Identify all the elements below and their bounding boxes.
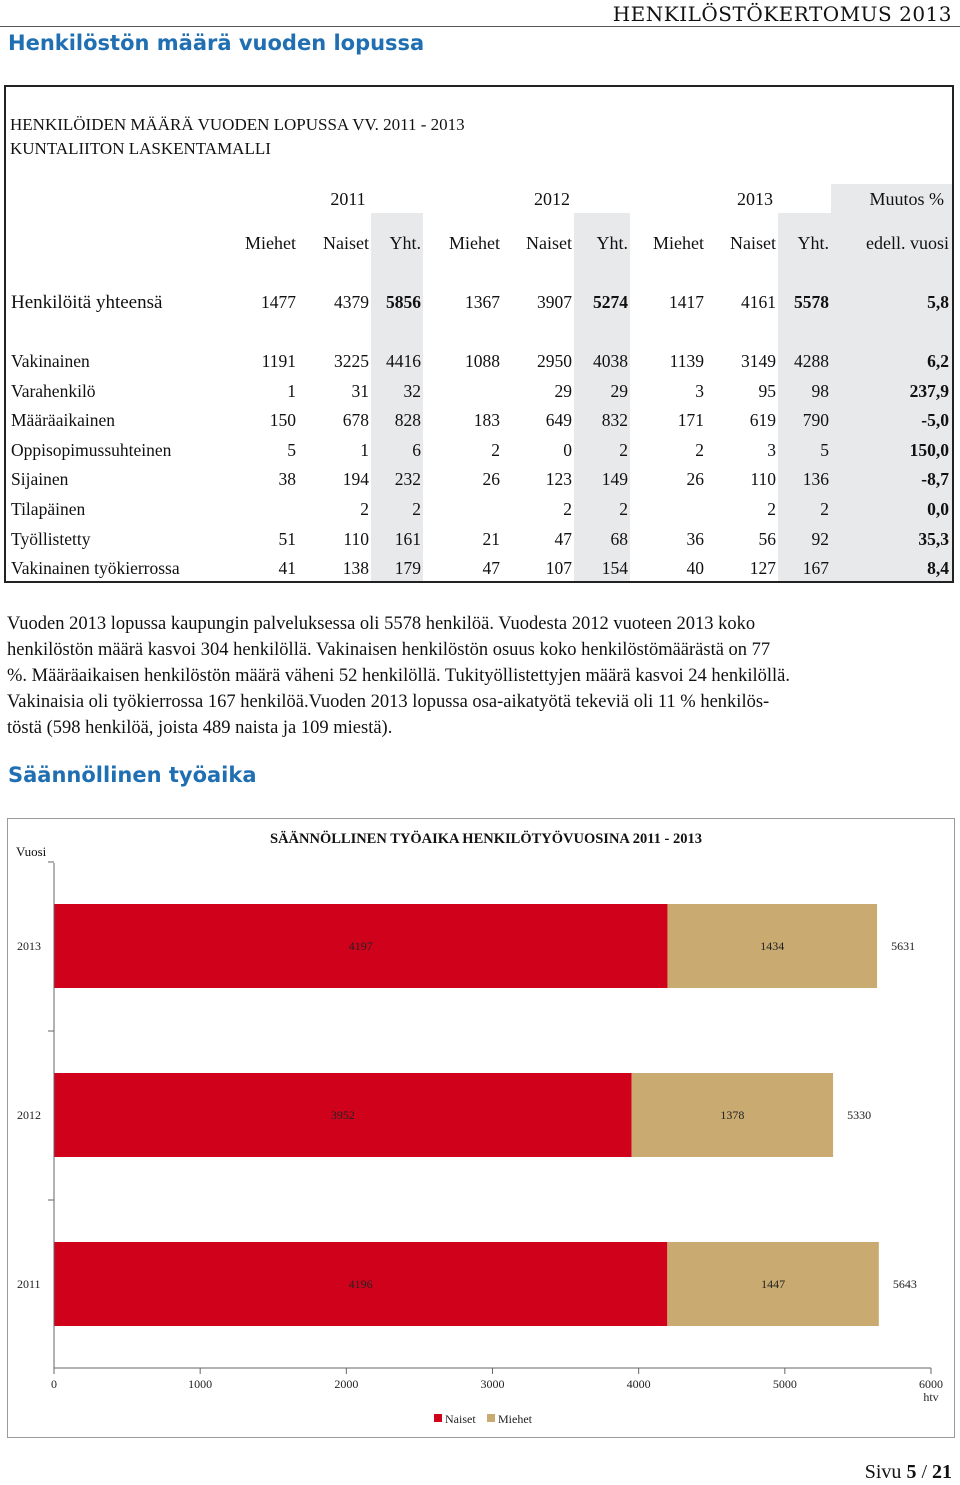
table-cell: 136 [802,469,829,490]
table-cell: 167 [802,558,829,579]
header-rule [0,26,960,27]
table-cell: 1 [360,439,369,460]
summary-line: %. Määräaikaisen henkilöstön määrä väheni 52 henkilöllä. Tukityöllistettyjen määrä kasvoi 24 henkilöllä. [7,666,790,686]
table-cell: 2 [360,499,369,519]
row-label: Varahenkilö [11,380,96,401]
bar-value-label: 1378 [720,1108,745,1122]
row-label-total: Henkilöitä yhteensä [11,292,163,313]
table-cell: 150 [269,410,296,431]
table-cell: 41 [278,558,296,579]
x-tick-label: 4000 [626,1377,651,1391]
section-title-regular-working-time: Säännöllinen työaika [8,763,257,787]
table-cell: 232 [394,469,421,490]
year-header: 2011 [330,189,366,209]
table-cell: 1191 [261,351,296,371]
table-cell: 138 [342,558,369,579]
table-cell: 832 [601,410,628,431]
table-cell: 1 [287,380,296,401]
column-subheader: Miehet [449,233,500,253]
x-tick-label: 1000 [188,1377,213,1391]
table-cell: 2 [563,499,572,519]
table-cell: 95 [758,380,776,401]
legend-label-naiset: Naiset [445,1412,476,1426]
table-cell: 2 [619,439,628,460]
column-subheader: edell. vuosi [866,233,949,253]
legend-swatch-miehet [487,1414,495,1422]
staff-table-title [10,113,465,161]
table-cell: 649 [545,410,572,431]
table-cell: 51 [278,528,296,549]
table-cell: 2 [767,499,776,519]
column-subheader: Yht. [797,233,829,253]
table-cell: 150,0 [909,439,949,460]
table-cell: 3 [695,380,704,401]
bar-value-label: 1447 [761,1277,786,1291]
row-label: Työllistetty [11,528,91,549]
table-cell: 123 [545,469,572,490]
table-cell: 98 [811,380,829,401]
category-label: 2012 [17,1108,41,1122]
total-cell: 4379 [334,292,369,312]
working-time-chart [7,818,955,1438]
total-cell: 1477 [261,292,296,312]
table-cell: 31 [351,380,369,401]
summary-line: Vakinaisia oli työkierrossa 167 henkilöä.Vuoden 2013 lopussa osa-aikatyötä tekeviä oli 11 % henkilös- [7,692,770,712]
legend-label-miehet: Miehet [498,1412,532,1426]
table-cell: 40 [686,558,704,579]
change-header: Muutos % [869,189,944,209]
table-cell: 26 [482,469,500,490]
column-subheader: Naiset [526,233,572,253]
table-cell: 3 [767,439,776,460]
summary-paragraph [7,611,952,741]
table-cell: 2 [491,439,500,460]
category-label: 2011 [17,1277,41,1291]
page-number [865,1461,952,1484]
table-cell: 619 [749,410,776,431]
column-subheader: Miehet [653,233,704,253]
table-cell: 154 [601,558,628,579]
table-cell: 29 [610,380,628,401]
bar-value-label: 1434 [760,939,785,953]
total-cell: 4161 [741,292,776,312]
table-cell: 56 [758,528,776,549]
table-cell: 3225 [334,351,369,371]
bar-value-label: 3952 [330,1108,355,1122]
table-cell: 6 [412,439,421,460]
table-cell: 790 [802,410,829,431]
chart-x-axis-unit: htv [923,1390,939,1404]
chart-title: SÄÄNNÖLLINEN TYÖAIKA HENKILÖTYÖVUOSINA 2011 - 2013 [270,831,702,847]
table-cell: 68 [610,528,628,549]
column-subheader: Yht. [389,233,421,253]
table-cell: 678 [342,410,369,431]
table-cell: 110 [750,469,776,490]
table-cell: 35,3 [918,528,949,549]
x-tick-label: 3000 [480,1377,505,1391]
staff-table-title-line2: KUNTALIITON LASKENTAMALLI [10,139,271,158]
table-cell: 183 [473,410,500,431]
year-header: 2012 [534,189,570,209]
total-cell: 5274 [593,292,628,312]
summary-line: henkilöstön määrä kasvoi 304 henkilöllä. Vakinaisen henkilöstön osuus koko henkilöstömäärästä on 77 [7,640,771,660]
table-cell: 107 [545,558,572,579]
x-tick-label: 2000 [334,1377,359,1391]
total-cell: 1367 [465,292,500,312]
year-header: 2013 [737,189,773,209]
table-cell: 0 [563,439,572,460]
table-cell: 1088 [465,351,500,371]
table-cell: 32 [403,380,421,401]
table-cell: 36 [686,528,704,549]
table-cell: 4288 [794,351,829,371]
table-cell: -8,7 [921,469,949,490]
total-cell: 5,8 [927,292,949,312]
table-cell: 0,0 [927,499,949,519]
staff-table-title-line1: HENKILÖIDEN MÄÄRÄ VUODEN LOPUSSA VV. 2011 - 2013 [10,115,465,134]
table-cell: 6,2 [927,351,949,371]
table-cell: 47 [482,558,500,579]
bar-total-label: 5330 [847,1108,872,1122]
table-cell: 161 [394,528,421,549]
table-cell: 5 [820,439,829,460]
bar-value-label: 4197 [348,939,373,953]
table-cell: 2950 [537,351,572,371]
table-cell: 127 [749,558,776,579]
row-label: Tilapäinen [11,499,86,519]
total-cell: 5856 [386,292,421,312]
table-cell: 3149 [741,351,776,371]
table-cell: 2 [412,499,421,519]
row-label: Sijainen [11,469,69,490]
category-label: 2013 [17,939,41,953]
total-cell: 5578 [794,292,829,312]
bar-total-label: 5643 [892,1277,917,1291]
table-cell: 8,4 [927,558,949,579]
table-cell: 21 [482,528,500,549]
table-cell: 2 [619,499,628,519]
table-cell: 110 [343,528,369,549]
table-cell: 1139 [669,351,704,371]
column-subheader: Miehet [245,233,296,253]
table-cell: 828 [394,410,421,431]
column-subheader: Naiset [730,233,776,253]
bar-value-label: 4196 [348,1277,373,1291]
x-tick-label: 5000 [772,1377,797,1391]
column-subheader: Naiset [323,233,369,253]
table-cell: 2 [820,499,829,519]
table-cell: -5,0 [921,410,949,431]
x-tick-label: 6000 [919,1377,943,1391]
total-cell: 3907 [537,292,572,312]
chart-y-axis-title: Vuosi [16,844,47,859]
total-cell: 1417 [669,292,704,312]
bar-total-label: 5631 [891,939,916,953]
row-label: Vakinainen työkierrossa [11,558,180,579]
legend-swatch-naiset [434,1414,442,1422]
summary-line: töstä (598 henkilöä, joista 489 naista ja 109 miestä). [7,718,393,738]
table-cell: 26 [686,469,704,490]
table-cell: 194 [342,469,369,490]
table-cell: 4038 [593,351,628,371]
page-separator: / [916,1461,932,1483]
table-cell: 29 [554,380,572,401]
table-cell: 4416 [386,351,421,371]
page-prefix: Sivu [864,1461,907,1483]
table-cell: 237,9 [909,380,949,401]
table-cell: 171 [677,410,704,431]
page-total: 21 [932,1461,952,1483]
row-label: Oppisopimussuhteinen [11,439,172,460]
table-cell: 92 [811,528,829,549]
table-cell: 2 [695,439,704,460]
document-header-title: HENKILÖSTÖKERTOMUS 2013 [612,2,952,26]
column-subheader: Yht. [596,233,628,253]
table-cell: 5 [287,439,296,460]
summary-line: Vuoden 2013 lopussa kaupungin palveluksessa oli 5578 henkilöä. Vuodesta 2012 vuoteen 2013 koko [7,614,756,634]
page-current: 5 [906,1461,917,1483]
row-label: Vakinainen [11,351,90,371]
section-title-staff-count: Henkilöstön määrä vuoden lopussa [8,31,425,55]
x-tick-label: 0 [51,1377,57,1391]
table-cell: 149 [601,469,628,490]
row-label: Määräaikainen [11,410,115,431]
table-cell: 38 [278,469,296,490]
table-cell: 47 [554,528,572,549]
table-cell: 179 [394,558,421,579]
